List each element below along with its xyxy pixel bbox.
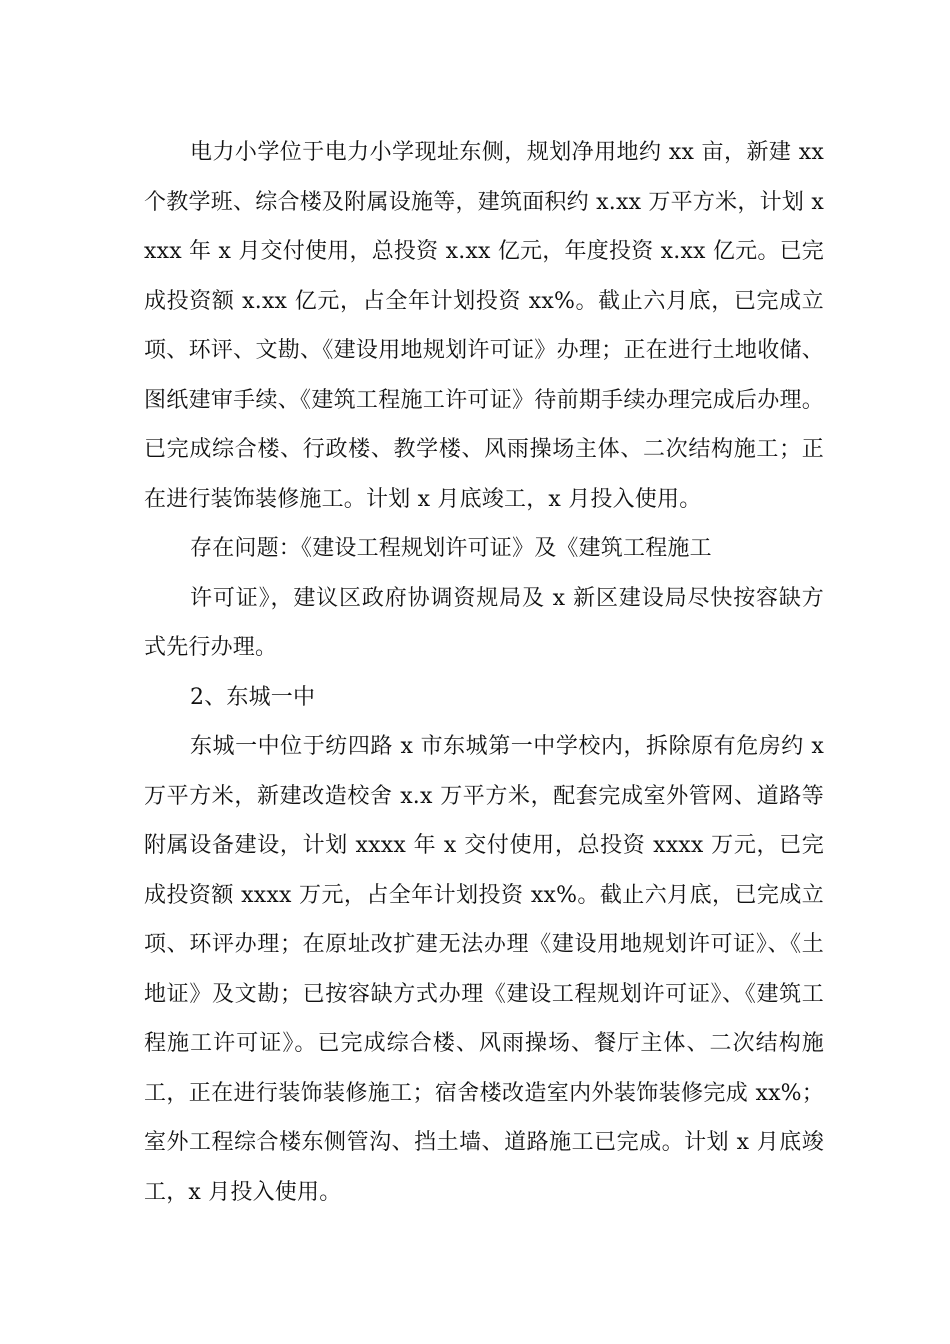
- paragraph-dianli-school: 电力小学位于电力小学现址东侧，规划净用地约 xx 亩，新建 xx 个教学班、综合楼及附属设施等，建筑面积约 x.xx 万平方米，计划 xxxx 年 x 月交付使用，总投资 x.xx 亿元，年度投资 x.xx 亿元。已完成投资额 x.xx 亿元，占全年计划投资 xx%。截止六月底，已完成立项、环评、文勘、《建设用地规划许可证》办理；正在进行土地收储、图纸建审手续、《建筑工程施工许可证》待前期手续办理完成后办理。已完成综合楼、行政楼、教学楼、风雨操场主体、二次结构施工；正在进行装饰装修施工。计划 x 月底竣工，x 月投入使用。: [144, 140, 824, 512]
- paragraph-dongcheng-school: 东城一中位于纺四路 x 市东城第一中学校内，拆除原有危房约 x 万平方米，新建改造校舍 x.x 万平方米，配套完成室外管网、道路等附属设备建设，计划 xxxx 年 x 交付使用，总投资 xxxx 万元，已完成投资额 xxxx 万元，占全年计划投资 xx%。截止六月底，已完成立项、环评办理；在原址改扩建无法办理《建设用地规划许可证》、《土地证》及文勘；已按容缺方式办理《建设工程规划许可证》、《建筑工程施工许可证》。已完成综合楼、风雨操场、餐厅主体、二次结构施工，正在进行装饰装修施工；宿舍楼改造室内外装饰装修完成 xx%；室外工程综合楼东侧管沟、挡土墙、道路施工已完成。计划 x 月底竣工，x 月投入使用。: [144, 734, 824, 1205]
- paragraph-existing-problems: 存在问题：《建设工程规划许可证》及《建筑工程施工: [190, 536, 712, 561]
- section-heading-dongcheng: 2、东城一中: [190, 684, 316, 710]
- paragraph-suggestion: 许可证》，建议区政府协调资规局及 x 新区建设局尽快按容缺方式先行办理。: [144, 585, 824, 660]
- document-page: [144, 128, 824, 1217]
